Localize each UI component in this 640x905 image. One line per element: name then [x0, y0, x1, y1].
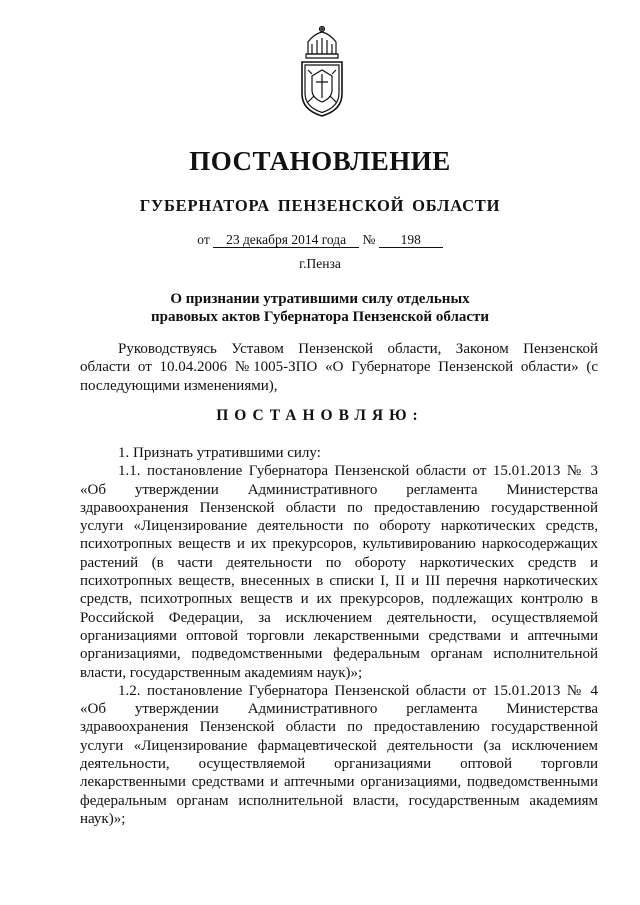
paragraph-1-2: 1.2. постановление Губернатора Пензенской области от 15.01.2013 № 4 «Об утверждении Административного регламента Министерства здравоохранения Пензенской области по предоставлению государственной услуги «Лицензирование фармацевтической деятельности (за исключением деятельности, осуществляемой организациями оптовой торговли лекарственными средствами и аптечными организациями, подведомственными федеральным органам исполнительной власти, государственным академиям наук)»; [80, 682, 598, 827]
preamble [80, 340, 598, 395]
document-date: 23 декабря 2014 года [213, 232, 359, 248]
document-city: г.Пенза [299, 256, 341, 271]
number-prefix: № [362, 232, 376, 247]
document-title: ПОСТАНОВЛЕНИЕ [189, 146, 451, 176]
document-number: 198 [379, 232, 443, 248]
heading-line-1: О признании утратившими силу отдельных [170, 291, 470, 307]
coat-of-arms-emblem [294, 24, 350, 120]
preamble-paragraph: Руководствуясь Уставом Пензенской области, Законом Пензенской области от 10.04.2006 №1005-ЗПО «О Губернаторе Пензенской области» (с последующими изменениями), [80, 341, 598, 394]
document-issuer: ГУБЕРНАТОРА ПЕНЗЕНСКОЙ ОБЛАСТИ [139, 196, 501, 215]
document-body [80, 444, 598, 828]
heading-line-2: правовых актов Губернатора Пензенской области [150, 309, 490, 325]
document-heading [100, 290, 540, 326]
paragraph-1-1: 1.1. постановление Губернатора Пензенской области от 15.01.2013 № 3 «Об утверждении Административного регламента Министерства здравоохранения Пензенской области по предоставлению государственной услуги «Лицензирование деятельности по обороту наркотических средств, психотропных веществ и их прекурсоров, культивированию наркосодержащих растений (в части деятельности по обороту наркотических средств и психотропных веществ, внесенных в списки I, II и III перечня наркотических средств, психотропных веществ и их прекурсоров, подлежащих контролю в Российской Федерации, за исключением деятельности, осуществляемой организациями оптовой торговли лекарственными средствами и аптечными организациями, подведомственными федеральным органам исполнительной власти, государственным академиям наук)»; [80, 463, 598, 681]
date-prefix: от [197, 232, 210, 247]
decree-word: ПОСТАНОВЛЯЮ: [216, 407, 424, 424]
document-date-number-line [0, 232, 640, 248]
paragraph-1: 1. Признать утратившими силу: [118, 445, 321, 461]
